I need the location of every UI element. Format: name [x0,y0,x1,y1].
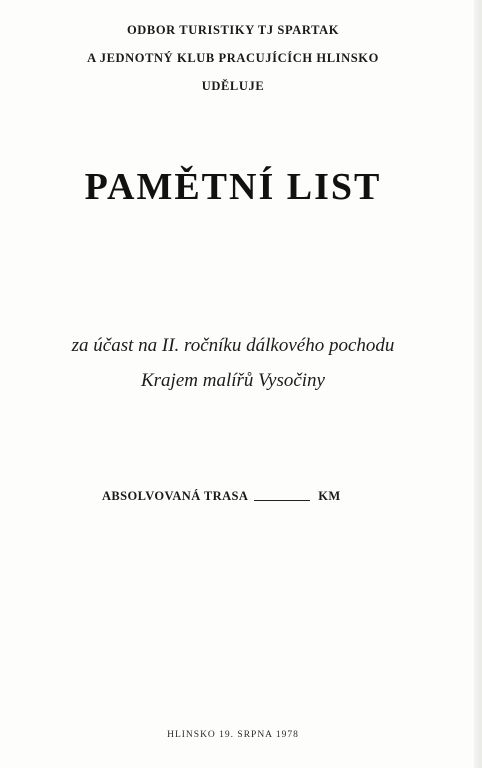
route-distance-row [102,489,341,504]
awards-line: UDĚLUJE [201,79,265,93]
issuer-line-1: ODBOR TURISTIKY TJ SPARTAK [126,23,340,37]
event-name: Krajem malířů Vysočiny [140,370,325,391]
distance-blank-field [254,500,310,501]
page-edge [474,0,482,768]
certificate-title: PAMĚTNÍ LIST [84,166,382,208]
issuer-line-2: A JEDNOTNÝ KLUB PRACUJÍCÍCH HLINSKO [87,51,379,65]
distance-unit: KM [318,489,341,503]
place-and-date: HLINSKO 19. SRPNA 1978 [167,730,299,740]
route-label: ABSOLVOVANÁ TRASA [102,489,249,503]
participation-line: za účast na II. ročníku dálkového pochodu [71,335,395,356]
